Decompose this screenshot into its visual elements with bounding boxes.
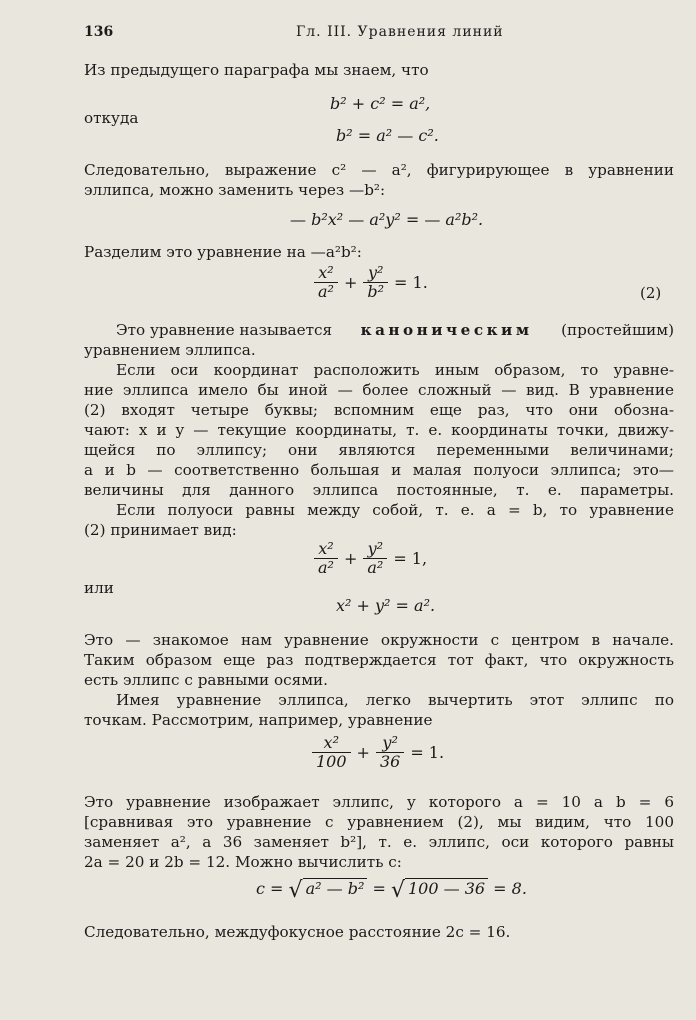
equation-c: c = √ a² — b² = √ 100 — 36 = 8. [256, 878, 527, 903]
paragraph-7-line-3: есть эллипс с равными осями. [84, 671, 329, 689]
paragraph-8-line-1: Имея уравнение эллипса, легко вычертить этот эллипс по [116, 691, 674, 709]
radical-sign: √ [288, 878, 303, 903]
paragraph-5-line-1: Если оси координат расположить иным образом, то уравне- [116, 361, 674, 379]
fraction-x: $\frac{\text{x²}}{\text{a²}}$ [314, 264, 338, 301]
paragraph-7-line-1: Это — знакомое нам уравнение окружности с центром в начале. [84, 631, 674, 649]
paragraph-9-line-4: 2a = 20 и 2b = 12. Можно вычислить c: [84, 853, 402, 871]
equation-circle-form: $\frac{\text{x²}}{\text{a²}}$ + $\frac{\text{y²}}{\text{a²}}$ = 1, [312, 540, 431, 577]
term-canonical: каноническим [360, 321, 533, 339]
word-otkuda: откуда [84, 109, 139, 127]
fraction-y: $\frac{\text{y²}}{\text{b²}}$ [363, 264, 388, 301]
paragraph-5-line-2: ние эллипса имело бы иной — более сложный — вид. В уравнение [84, 381, 674, 399]
paragraph-4-line-1: Это уравнение называется каноническим (простейшим) [116, 321, 674, 339]
paragraph-10: Следовательно, междуфокусное расстояние 2c = 16. [84, 923, 511, 941]
equation-2: b² = a² — c². [336, 126, 439, 145]
paragraph-2-line-1: Следовательно, выражение c² — a², фигурирующее в уравнении [84, 161, 674, 179]
equation-circle: x² + y² = a². [336, 596, 436, 615]
paragraph-7-line-2: Таким образом еще раз подтверждается тот факт, что окружность [84, 651, 674, 669]
running-head: Гл. III. Уравнения линий [296, 24, 504, 40]
paragraph-5-line-3: (2) входят четыре буквы; вспомним еще раз, что они обозна- [84, 401, 674, 419]
paragraph-9-line-2: [сравнивая это уравнение с уравнением (2), мы видим, что 100 [84, 813, 674, 831]
paragraph-4-line-2: уравнением эллипса. [84, 341, 256, 359]
paragraph-5-line-7: величины для данного эллипса постоянные, т. е. параметры. [84, 481, 674, 499]
paragraph-5-line-5: щейся по эллипсу; они являются переменными величинами; [84, 441, 674, 459]
paragraph-6-line-1: Если полуоси равны между собой, т. е. a = b, то уравнение [116, 501, 674, 519]
page-number: 136 [84, 24, 114, 40]
paragraph-9-line-1: Это уравнение изображает эллипс, у которого a = 10 а b = 6 [84, 793, 674, 811]
paragraph-intro: Из предыдущего параграфа мы знаем, что [84, 61, 429, 79]
paragraph-6-line-2: (2) принимает вид: [84, 521, 237, 539]
equation-1: b² + c² = a², [330, 94, 431, 113]
word-ili: или [84, 579, 114, 597]
paragraph-5-line-4: чают: x и y — текущие координаты, т. е. координаты точки, движу- [84, 421, 674, 439]
paragraph-2-line-2: эллипса, можно заменить через —b²: [84, 181, 386, 199]
page-header [84, 24, 654, 44]
paragraph-9-line-3: заменяет a², а 36 заменяет b²], т. е. эллипс, оси которого равны [84, 833, 674, 851]
equation-3: — b²x² — a²y² = — a²b². [290, 210, 484, 229]
equation-number: (2) [640, 284, 662, 302]
equation-example: $\frac{\text{x²}}{100}$ + $\frac{\text{y²}}{36}$ = 1. [310, 734, 448, 771]
paragraph-8-line-2: точкам. Рассмотрим, например, уравнение [84, 711, 433, 729]
equation-canonical: $\frac{\text{x²}}{\text{a²}}$ + $\frac{\text{y²}}{\text{b²}}$ = 1. [312, 264, 432, 301]
paragraph-3: Разделим это уравнение на —a²b²: [84, 243, 362, 261]
paragraph-5-line-6: a и b — соответственно большая и малая полуоси эллипса; это— [84, 461, 674, 479]
